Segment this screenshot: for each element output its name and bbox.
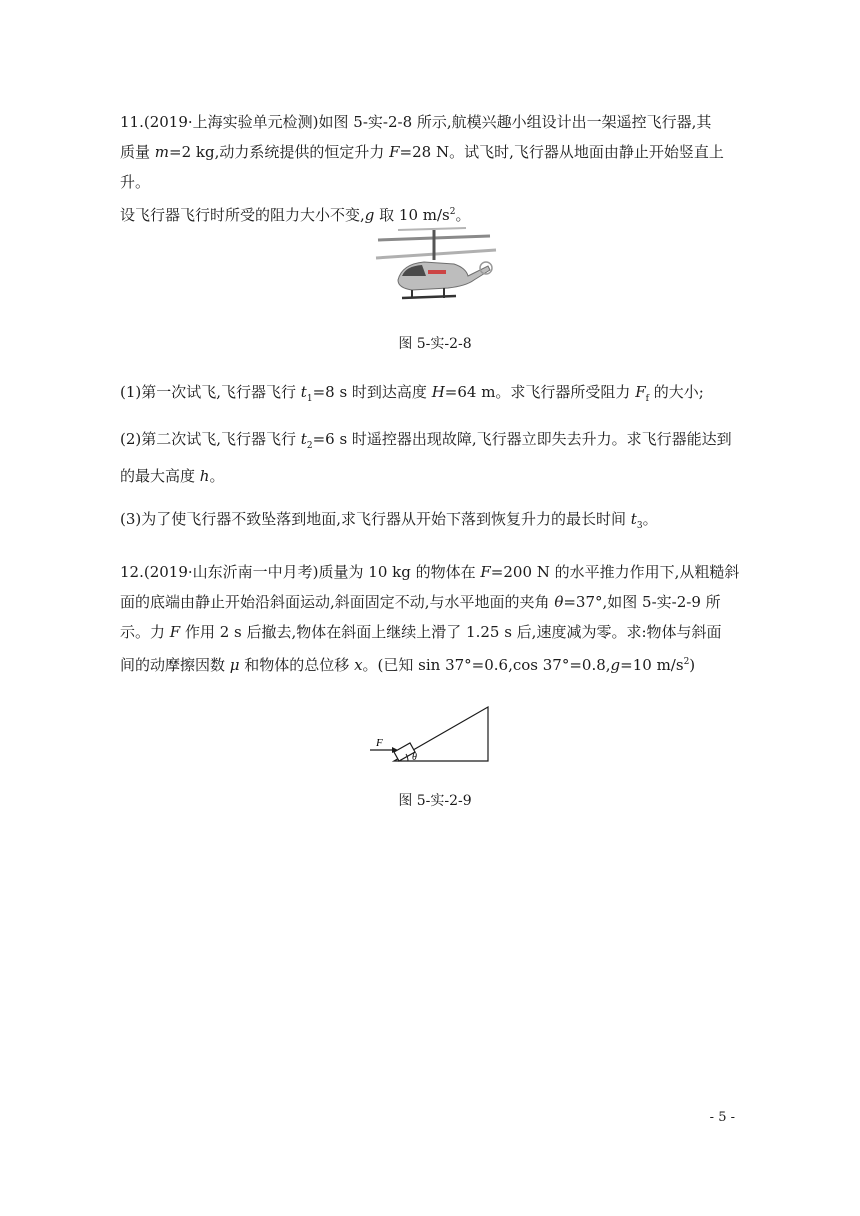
q12-line-4: 间的动摩擦因数 μ 和物体的总位移 x。(已知 sin 37°=0.6,cos 37°=0.8,g=10 $m/s^2$) [120,656,696,674]
angle-label: θ [412,752,417,763]
question-11 [120,107,745,230]
q11-part-1: (1)第一次试飞,飞行器飞行 $t_1=8$ s 时到达高度 H=64 m。求飞行器所受阻力 $F_f$ 的大小; [120,383,704,404]
force-label: F [376,737,383,749]
q11-line-3: 设飞行器飞行时所受的阻力大小不变,g 取 10 $m/s^2$。 [120,206,471,224]
q12-line-2: 面的底端由静止开始沿斜面运动,斜面固定不动,与水平地面的夹角 θ=37°,如图 5-实-2-9 所 [120,593,721,611]
q12-line-3: 示。力 F 作用 2 s 后撤去,物体在斜面上继续上滑了 1.25 s 后,速度减为零。求:物体与斜面 [120,623,722,641]
helicopter-figure [368,218,500,308]
q11-number: 11. [120,113,144,131]
q12-number: 12. [120,563,144,581]
incline-figure [368,704,494,766]
figure-caption-5-2-8: 图 5-实-2-8 [398,336,472,352]
q11-source: (2019·上海实验单元检测) [143,113,319,131]
q11-line-2: 质量 m=2 kg,动力系统提供的恒定升力 F=28 N。试飞时,飞行器从地面由静止开始竖直上升。 [120,143,724,191]
question-12 [120,557,745,680]
q11-part-2: (2)第二次试飞,飞行器飞行 $t_2=6$ s 时遥控器出现故障,飞行器立即失去升力。求飞行器能达到 的最大高度 h。 [120,430,732,485]
q11-part-3: (3)为了使飞行器不致坠落到地面,求飞行器从开始下落到恢复升力的最长时间 $t_3$。 [120,510,658,531]
q12-source: (2019·山东沂南一中月考) [143,563,319,581]
figure-caption-5-2-9: 图 5-实-2-9 [398,793,472,809]
q11-line-1: 11.(2019·上海实验单元检测)如图 5-实-2-8 所示,航模兴趣小组设计出一架遥控飞行器,其 [120,113,712,131]
page-number: - 5 - [709,1110,735,1125]
q12-line-1: 12.(2019·山东沂南一中月考)质量为 10 kg 的物体在 F=200 N 的水平推力作用下,从粗糙斜 [120,563,740,581]
